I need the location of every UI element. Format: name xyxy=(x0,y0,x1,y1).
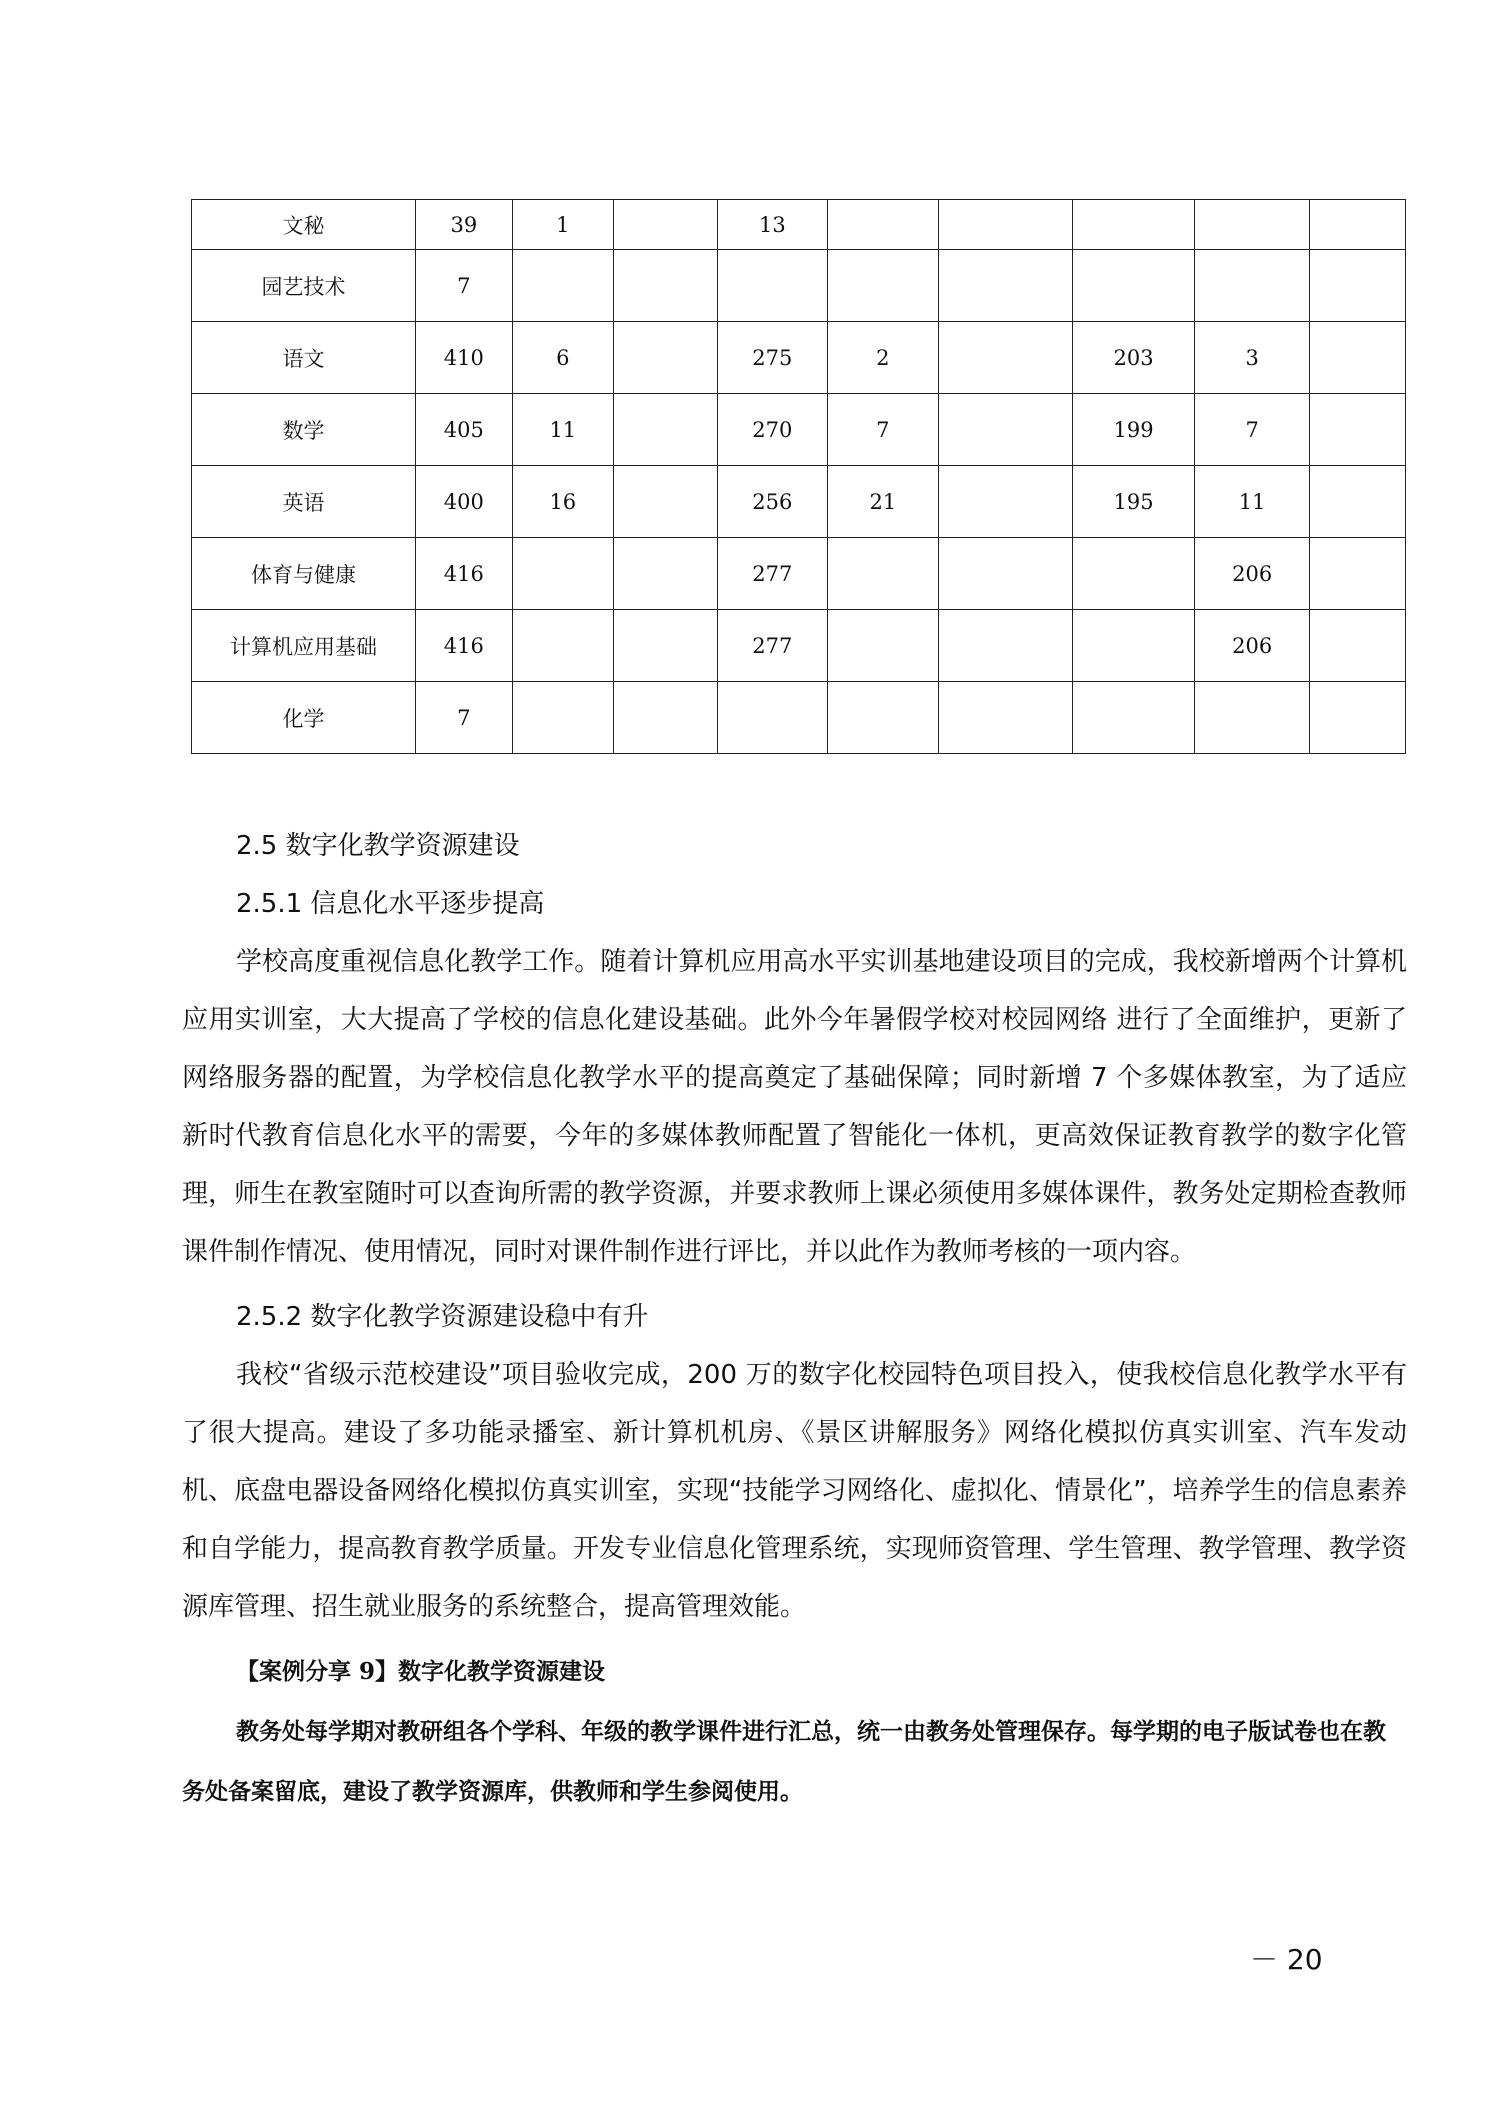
section-paragraph-2-5-2: 我校“省级示范校建设”项目验收完成，200 万的数字化校园特色项目投入，使我校信息化教学水平有了很大提高。建设了多功能录播室、新计算机机房、《景区讲解服务》网络化模拟仿真实训室、汽车发动机、底盘电器设备网络化模拟仿真实训室，实现“技能学习网络化、虚拟化、情景化”，培养学生的信息素养和自学能力，提高教育教学质量。开发专业信息化管理系统，实现师资管理、学生管理、教学管理、教学资源库管理、招生就业服务的系统整合，提高管理效能。 xyxy=(182,1360,1407,1622)
table-cell xyxy=(828,610,939,682)
table-cell: 277 xyxy=(717,538,828,610)
table-cell: 416 xyxy=(416,538,512,610)
table-cell: 7 xyxy=(828,394,939,466)
table-cell xyxy=(1310,322,1406,394)
table-cell xyxy=(614,322,718,394)
table-cell xyxy=(1310,250,1406,322)
table-cell: 11 xyxy=(1194,466,1310,538)
table-cell xyxy=(938,200,1073,250)
table-cell xyxy=(938,610,1073,682)
subject-cell: 英语 xyxy=(192,466,416,538)
table-cell: 39 xyxy=(416,200,512,250)
table-cell: 270 xyxy=(717,394,828,466)
table-cell: 7 xyxy=(416,250,512,322)
subject-cell: 计算机应用基础 xyxy=(192,610,416,682)
table-cell: 199 xyxy=(1073,394,1195,466)
table-cell: 11 xyxy=(512,394,614,466)
subject-cell: 文秘 xyxy=(192,200,416,250)
table-cell xyxy=(1310,466,1406,538)
table-cell xyxy=(1194,250,1310,322)
table-cell: 7 xyxy=(1194,394,1310,466)
table-cell xyxy=(512,538,614,610)
table-row xyxy=(192,394,1406,466)
subject-cell: 化学 xyxy=(192,682,416,754)
table-row xyxy=(192,200,1406,250)
table-cell xyxy=(828,682,939,754)
table-cell xyxy=(1310,610,1406,682)
table-cell: 206 xyxy=(1194,538,1310,610)
subject-cell: 体育与健康 xyxy=(192,538,416,610)
table-cell xyxy=(614,610,718,682)
table-cell: 410 xyxy=(416,322,512,394)
table-cell xyxy=(1073,200,1195,250)
section-heading-2-5-2: 2.5.2 数字化教学资源建设稳中有升 xyxy=(236,1302,649,1332)
table-cell: 1 xyxy=(512,200,614,250)
table-cell: 6 xyxy=(512,322,614,394)
table-cell: 416 xyxy=(416,610,512,682)
table-cell xyxy=(1073,250,1195,322)
table-cell xyxy=(938,466,1073,538)
table-cell xyxy=(1073,610,1195,682)
table-cell xyxy=(1073,682,1195,754)
table-row xyxy=(192,322,1406,394)
table-cell: 16 xyxy=(512,466,614,538)
case-title: 【案例分享 9】数字化教学资源建设 xyxy=(236,1658,606,1685)
table-cell xyxy=(614,538,718,610)
table-cell xyxy=(828,250,939,322)
table-cell xyxy=(938,682,1073,754)
table-cell xyxy=(1194,682,1310,754)
subject-cell: 园艺技术 xyxy=(192,250,416,322)
table-cell xyxy=(828,200,939,250)
table-cell xyxy=(512,250,614,322)
table-row xyxy=(192,250,1406,322)
table-cell xyxy=(512,682,614,754)
table-cell: 256 xyxy=(717,466,828,538)
table-cell xyxy=(614,200,718,250)
table-cell xyxy=(938,322,1073,394)
table-cell xyxy=(1310,682,1406,754)
table-cell: 13 xyxy=(717,200,828,250)
enrollment-table xyxy=(191,199,1406,754)
table-cell: 400 xyxy=(416,466,512,538)
table-cell xyxy=(938,538,1073,610)
table-row xyxy=(192,538,1406,610)
table-cell xyxy=(512,610,614,682)
section-heading-2-5-1: 2.5.1 信息化水平逐步提高 xyxy=(236,889,545,919)
table-cell: 275 xyxy=(717,322,828,394)
table-row xyxy=(192,682,1406,754)
section-paragraph-2-5-1: 学校高度重视信息化教学工作。随着计算机应用高水平实训基地建设项目的完成，我校新增两个计算机应用实训室，大大提高了学校的信息化建设基础。此外今年暑假学校对校园网络 进行了全面维护，更新了网络服务器的配置，为学校信息化教学水平的提高奠定了基础保障；同时新增 7 个多媒体教室，为了适应新时代教育信息化水平的需要，今年的多媒体教师配置了智能化一体机，更高效保证教育教学的数字化管理，师生在教室随时可以查询所需的教学资源，并要求教师上课必须使用多媒体课件，教务处定期检查教师课件制作情况、使用情况，同时对课件制作进行评比，并以此作为教师考核的一项内容。 xyxy=(182,947,1407,1267)
table-cell xyxy=(1310,200,1406,250)
table-cell xyxy=(1073,538,1195,610)
table-cell xyxy=(938,394,1073,466)
table-cell xyxy=(614,682,718,754)
table-cell xyxy=(938,250,1073,322)
table-cell: 21 xyxy=(828,466,939,538)
table-cell xyxy=(717,682,828,754)
table-row xyxy=(192,466,1406,538)
case-body: 教务处每学期对教研组各个学科、年级的教学课件进行汇总，统一由教务处管理保存。每学期的电子版试卷也在教务处备案留底，建设了教学资源库，供教师和学生参阅使用。 xyxy=(182,1718,1386,1805)
table-cell xyxy=(717,250,828,322)
table-cell xyxy=(614,250,718,322)
table-cell: 405 xyxy=(416,394,512,466)
table-cell: 277 xyxy=(717,610,828,682)
table-cell xyxy=(614,394,718,466)
table-cell: 203 xyxy=(1073,322,1195,394)
table-cell: 3 xyxy=(1194,322,1310,394)
table-cell xyxy=(828,538,939,610)
table-cell: 195 xyxy=(1073,466,1195,538)
subject-cell: 语文 xyxy=(192,322,416,394)
table-cell: 206 xyxy=(1194,610,1310,682)
table-cell: 7 xyxy=(416,682,512,754)
table-cell xyxy=(1310,538,1406,610)
table-row xyxy=(192,610,1406,682)
table-cell: 2 xyxy=(828,322,939,394)
table-cell xyxy=(614,466,718,538)
section-heading-2-5: 2.5 数字化教学资源建设 xyxy=(236,831,520,861)
page-number: － 20 xyxy=(1250,1943,1323,1976)
table-cell xyxy=(1310,394,1406,466)
table-cell xyxy=(1194,200,1310,250)
subject-cell: 数学 xyxy=(192,394,416,466)
